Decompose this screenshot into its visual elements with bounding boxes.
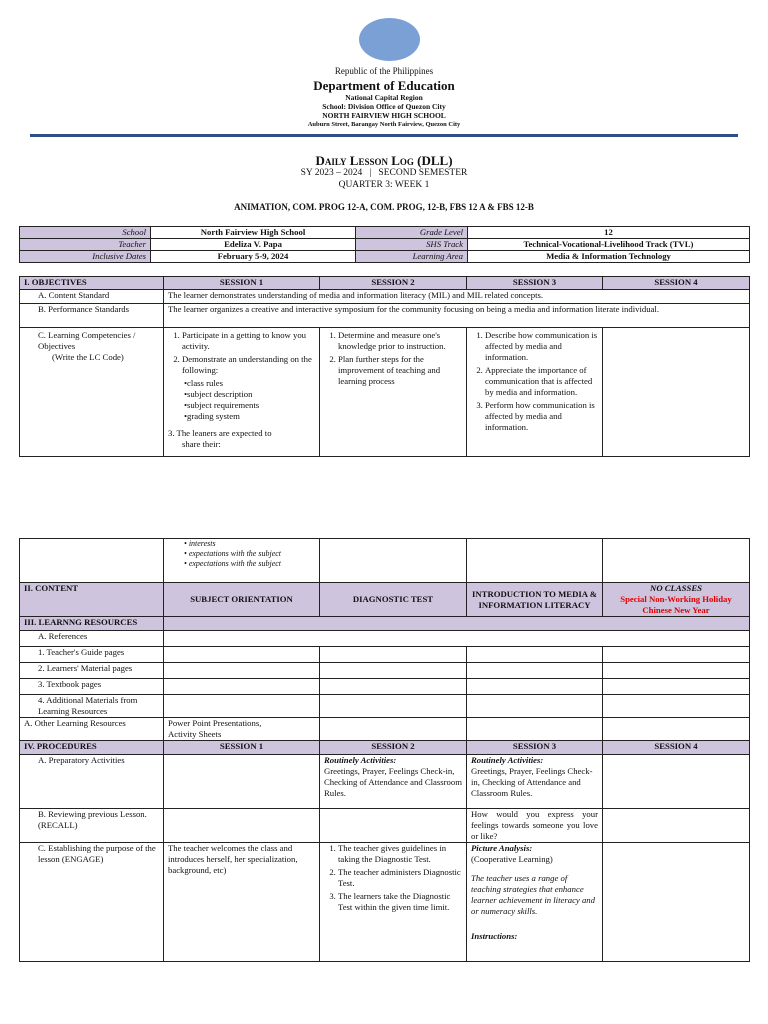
s1-objective-3: 3. The leaners are expected to [168,428,272,438]
preparatory-s3 [467,755,603,809]
teacher-value: Edeliza V. Papa [151,239,356,251]
procedures-table [19,538,750,962]
objectives-session-2: SESSION 2 [320,277,467,290]
quarter-week: QUARTER 3: WEEK 1 [338,180,430,190]
s1-objective-1: 1. Participate in a getting to know you activity. [182,330,315,352]
learners-material-s4 [603,663,750,679]
references-value [164,631,750,647]
procedures-heading: IV. PROCEDURES [20,741,164,755]
learners-material-s2 [320,663,467,679]
objectives-heading: I. OBJECTIVES [20,277,164,290]
competencies-sub: (Write the LC Code) [52,352,124,362]
competencies-label: C. Learning Competencies / Objectives [38,330,136,351]
class-sections: ANIMATION, COM. PROG 12-A, COM. PROG, 12-B, FBS 12 A & FBS 12-B [234,202,534,212]
school-value: North Fairview High School [151,227,356,239]
purpose-s4 [603,843,750,962]
teachers-guide-s4 [603,647,750,663]
grade-label: Grade Level [356,227,468,239]
other-resources-s3 [467,718,603,741]
teacher-strategy-text: The teacher uses a range of teaching strategies that enhance learner achievement in literacy and or numeracy skills. [471,873,595,916]
school-line: NORTH FAIRVIEW HIGH SCHOOL [322,111,446,120]
reviewing-s3: How would you express your feelings towards someone you love or like? [467,809,603,843]
holiday-name: Chinese New Year [642,605,710,615]
purpose-s2-step: 3. The learners take the Diagnostic Test within the given time limit. [338,891,462,913]
purpose-s2 [320,843,467,962]
preparatory-s4 [603,755,750,809]
school-info-table [19,226,750,263]
routinely-heading: Routinely Activities: [324,755,397,765]
reviewing-label: B. Reviewing previous Lesson. (RECALL) [20,809,164,843]
dates-value: February 5-9, 2024 [151,251,356,263]
continuation-session-3 [467,539,603,583]
s1-bullet: • grading system [184,411,315,422]
performance-standards-text: The learner organizes a creative and interactive symposium for the community focusing on being a media and information literate individual. [164,304,750,328]
instructions-heading: Instructions: [471,931,518,941]
procedures-session-4: SESSION 4 [603,741,750,755]
s2-objective: 1. Determine and measure one's knowledge prior to instruction. [338,330,462,352]
routinely-heading: Routinely Activities: [471,755,544,765]
department-title: Department of Education [313,78,455,93]
purpose-label: C. Establishing the purpose of the lesson (ENGAGE) [20,843,164,962]
other-resource-item: Power Point Presentations, [168,718,262,728]
additional-s3 [467,695,603,718]
s1-bullet: • class rules [184,378,315,389]
continuation-session-1: • interests • expectations with the subject • expectations with the subject [164,539,320,583]
grade-value: 12 [468,227,750,239]
learners-material-s1 [164,663,320,679]
other-resources-s1 [164,718,320,741]
additional-materials-label: 4. Additional Materials from Learning Resources [20,695,164,718]
reviewing-s4 [603,809,750,843]
content-session-1: SUBJECT ORIENTATION [164,583,320,617]
procedures-session-3: SESSION 3 [467,741,603,755]
s1-objective-3b: share their: [182,439,221,449]
learners-material-label: 2. Learners' Material pages [20,663,164,679]
procedures-session-2: SESSION 2 [320,741,467,755]
performance-standards-label: B. Performance Standards [20,304,164,328]
no-classes-text: NO CLASSES [650,583,702,593]
school-label: School [20,227,151,239]
dll-title: Daily Lesson Log (DLL) [315,153,453,168]
s1-bullet: • subject description [184,389,315,400]
deped-seal [359,18,420,61]
preparatory-s2 [320,755,467,809]
routinely-text: Greetings, Prayer, Feelings Check-in, Checking of Attendance and Classroom Rules. [324,766,463,798]
purpose-s2-step: 1. The teacher gives guidelines in taking the Diagnostic Test. [338,843,462,865]
s1-objective-2: 2. Demonstrate an understanding on the following: [182,354,315,376]
textbook-label: 3. Textbook pages [20,679,164,695]
teacher-label: Teacher [20,239,151,251]
textbook-s4 [603,679,750,695]
s3-objective: 1. Describe how communication is affected by media and information. [485,330,598,363]
header-rule [30,134,738,137]
school-year: SY 2023 – 2024 | SECOND SEMESTER [300,168,468,178]
content-standard-text: The learner demonstrates understanding of media and information literacy (MIL) and MIL related concepts. [164,290,750,304]
purpose-s1: The teacher welcomes the class and introduces herself, her specialization, background, etc) [164,843,320,962]
expectations-text: expectations with the subject [188,559,282,568]
preparatory-s1 [164,755,320,809]
s3-objective: 3. Perform how communication is affected by media and information. [485,400,598,433]
textbook-s3 [467,679,603,695]
holiday-text: Special Non-Working Holiday [620,594,732,604]
continuation-label-cell [20,539,164,583]
objectives-table [19,276,750,457]
other-resources-label: A. Other Learning Resources [20,718,164,741]
additional-s2 [320,695,467,718]
references-label: A. References [20,631,164,647]
content-session-4 [603,583,750,617]
competencies-session-2 [320,328,467,457]
learners-material-s3 [467,663,603,679]
other-resources-s4 [603,718,750,741]
continuation-session-4 [603,539,750,583]
teachers-guide-s1 [164,647,320,663]
competencies-session-3 [467,328,603,457]
textbook-s2 [320,679,467,695]
s3-objective: 2. Appreciate the importance of communication that is affected by media and information. [485,365,598,398]
division-line: School: Division Office of Quezon City [322,102,446,111]
area-value: Media & Information Technology [468,251,750,263]
competencies-session-1 [164,328,320,457]
other-resource-item: Activity Sheets [168,729,222,739]
competencies-session-4 [603,328,750,457]
additional-s1 [164,695,320,718]
area-label: Learning Area [356,251,468,263]
objectives-session-1: SESSION 1 [164,277,320,290]
s2-objective: 2. Plan further steps for the improvement of teaching and learning process [338,354,462,387]
other-resources-s2 [320,718,467,741]
region-line: National Capital Region [345,93,423,102]
purpose-s3 [467,843,603,962]
resources-heading: III. LEARNNG RESOURCES [20,617,164,631]
s1-bullet: • subject requirements [184,400,315,411]
republic-line: Republic of the Philippines [334,66,434,76]
objectives-session-4: SESSION 4 [603,277,750,290]
preparatory-label: A. Preparatory Activities [20,755,164,809]
resources-heading-fill [164,617,750,631]
cooperative-learning: (Cooperative Learning) [471,854,553,864]
procedures-session-1: SESSION 1 [164,741,320,755]
content-session-2: DIAGNOSTIC TEST [320,583,467,617]
picture-analysis-heading: Picture Analysis: [471,843,533,853]
expectations-text: expectations with the subject [188,549,282,558]
additional-s4 [603,695,750,718]
teachers-guide-s2 [320,647,467,663]
content-session-3: INTRODUCTION TO MEDIA & INFORMATION LITERACY [467,583,603,617]
interests-text: interests [188,539,216,548]
routinely-text: Greetings, Prayer, Feelings Check-in, Checking of Attendance and Classroom Rules. [471,766,593,798]
teachers-guide-s3 [467,647,603,663]
content-standard-label: A. Content Standard [20,290,164,304]
content-heading: II. CONTENT [20,583,164,617]
dates-label: Inclusive Dates [20,251,151,263]
continuation-session-2 [320,539,467,583]
purpose-s2-step: 2. The teacher administers Diagnostic Test. [338,867,462,889]
textbook-s1 [164,679,320,695]
address-line: Auburn Street, Barangay North Fairview, Quezon City [307,121,461,128]
objectives-session-3: SESSION 3 [467,277,603,290]
teachers-guide-label: 1. Teacher's Guide pages [20,647,164,663]
reviewing-s2 [320,809,467,843]
reviewing-s1 [164,809,320,843]
track-label: SHS Track [356,239,468,251]
track-value: Technical-Vocational-Livelihood Track (TVL) [468,239,750,251]
